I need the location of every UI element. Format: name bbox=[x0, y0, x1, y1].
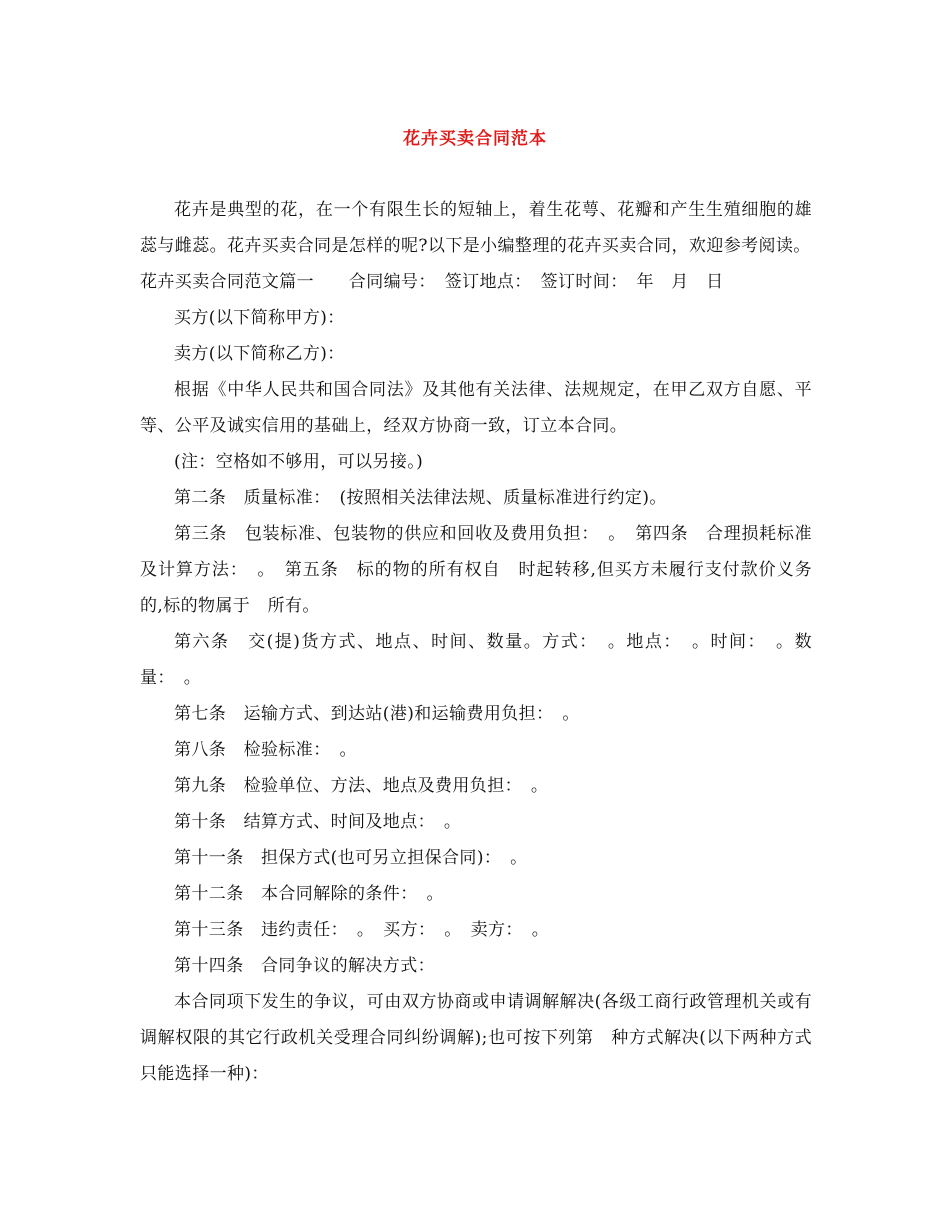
note-line: (注：空格如不够用，可以另接。) bbox=[174, 452, 424, 472]
clause-14: 第十四条 合同争议的解决方式： bbox=[174, 956, 435, 976]
clause-9: 第九条 检验单位、方法、地点及费用负担： 。 bbox=[174, 776, 549, 796]
clause-12: 第十二条 本合同解除的条件： 。 bbox=[174, 884, 444, 904]
buyer-line: 买方(以下简称甲方)： bbox=[174, 308, 345, 328]
document-title: 花卉买卖合同范本 bbox=[403, 129, 547, 149]
clause-8: 第八条 检验标准： 。 bbox=[174, 740, 357, 760]
clause-11: 第十一条 担保方式(也可另立担保合同)： 。 bbox=[174, 848, 528, 868]
legal-basis-paragraph: 根据《中华人民共和国合同法》及其他有关法律、法规规定，在甲乙双方自愿、平等、公平及诚实信用的基础上，经双方协商一致，订立本合同。 bbox=[140, 380, 812, 436]
document-body bbox=[140, 192, 812, 1092]
clause-6: 第六条 交(提)货方式、地点、时间、数量。方式： 。地点： 。时间： 。数量： 。 bbox=[140, 632, 812, 688]
dispute-resolution-paragraph: 本合同项下发生的争议，可由双方协商或申请调解解决(各级工商行政管理机关或有调解权限的其它行政机关受理合同纠纷调解);也可按下列第 种方式解决(以下两种方式只能选择一种)： bbox=[140, 992, 812, 1084]
clause-7: 第七条 运输方式、到达站(港)和运输费用负担： 。 bbox=[174, 704, 580, 724]
clause-3-5: 第三条 包装标准、包装物的供应和回收及费用负担： 。 第四条 合理损耗标准及计算方法： 。 第五条 标的物的所有权自 时起转移,但买方未履行支付款价义务的,标的物属于 所有。 bbox=[140, 524, 812, 616]
intro-paragraph: 花卉是典型的花，在一个有限生长的短轴上，着生花萼、花瓣和产生生殖细胞的雄蕊与雌蕊。花卉买卖合同是怎样的呢?以下是小编整理的花卉买卖合同，欢迎参考阅读。 bbox=[140, 200, 812, 256]
clause-13: 第十三条 违约责任： 。 买方： 。 卖方： 。 bbox=[174, 920, 550, 940]
clause-2: 第二条 质量标准： (按照相关法律法规、质量标准进行约定)。 bbox=[174, 488, 667, 508]
clause-10: 第十条 结算方式、时间及地点： 。 bbox=[174, 812, 462, 832]
contract-header-line: 花卉买卖合同范文篇一 合同编号： 签订地点： 签订时间： 年 月 日 bbox=[140, 272, 724, 292]
seller-line: 卖方(以下简称乙方)： bbox=[174, 344, 345, 364]
